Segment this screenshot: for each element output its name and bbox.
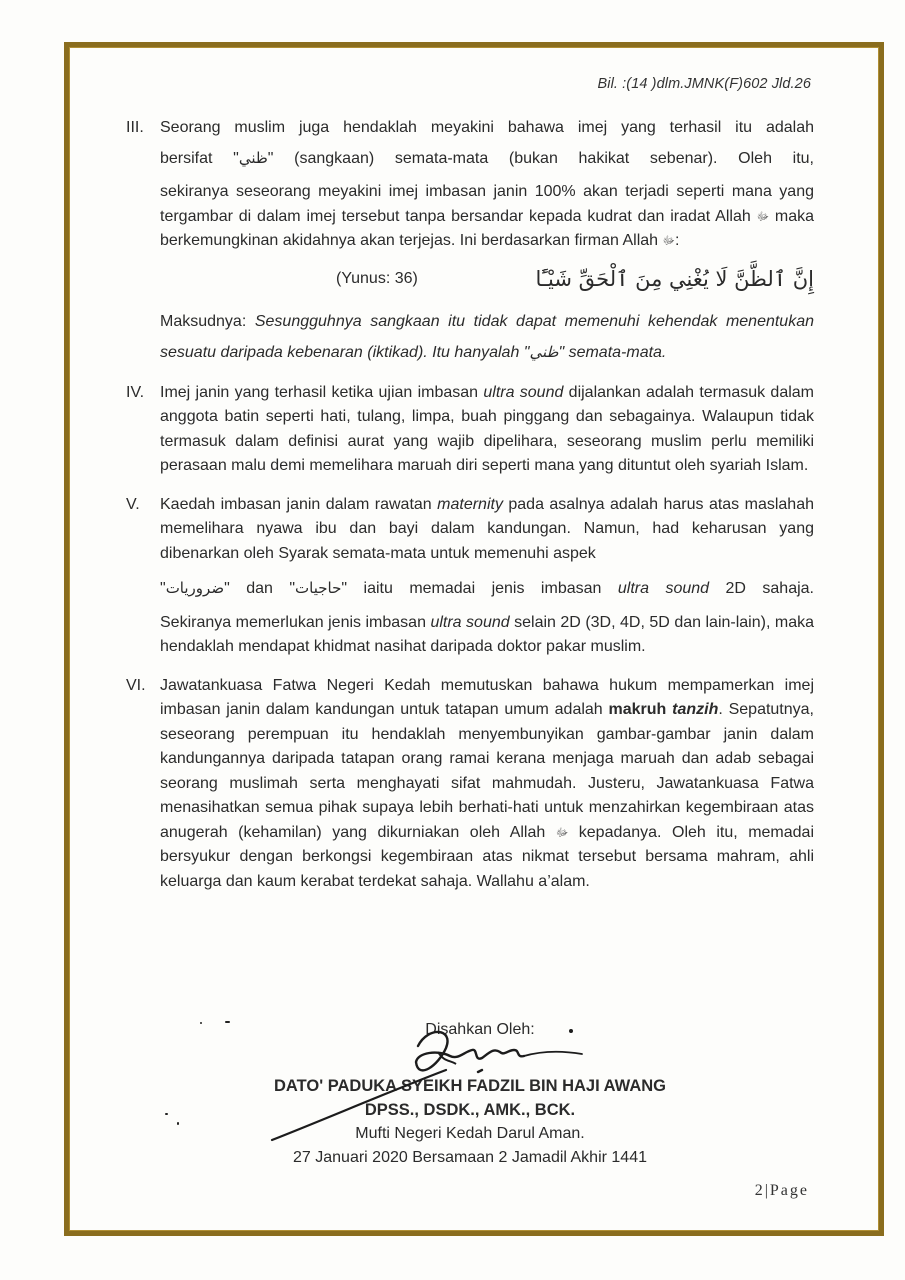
allah-honorific-icon: ﷻ	[662, 234, 675, 247]
list-item-iii	[126, 112, 814, 368]
text: kepadanya. Oleh itu, memadai bersyukur dengan berkongsi kegembiraan atas nikmat tersebut bersama mahram, ahli keluarga dan kaum kerabat terdekat sahaja. Wallahu a’alam.	[160, 823, 815, 890]
verse-reference: (Yunus: 36)	[336, 269, 418, 287]
paragraph	[160, 674, 814, 895]
text: " (sangkaan) semata-mata (bukan hakikat sebenar). Oleh itu,	[267, 150, 814, 167]
text: " iaitu memadai jenis imbasan	[341, 580, 618, 597]
text: ultra sound	[483, 383, 564, 401]
paragraph	[160, 143, 814, 174]
bold-italic-text: tanzih	[672, 701, 719, 718]
signatory-name: DATO' PADUKA SYEIKH FADZIL BIN HAJI AWANG	[273, 1077, 666, 1095]
text: Seorang muslim juga hendaklah meyakini bahawa imej yang terhasil itu adalah	[160, 119, 814, 136]
item-numeral: V.	[126, 495, 140, 513]
meaning-text: Sesungguhnya sangkaan itu tidak dapat memenuhi kehendak menentukan sesuatu daripada kebenaran (iktikad). Itu hanyalah "	[160, 312, 814, 361]
arabic-term: حاجيات	[295, 579, 342, 597]
list-item-vi	[126, 674, 814, 895]
text: bersifat "	[160, 150, 239, 167]
text: . Sepatutnya, seseorang perempuan itu hendaklah menyembunyikan gambar-gambar janin dalam kandungannya daripada tatapan orang ramai kerana menjaga maruah dan adab sebagai seorang muslimah serta menghayati sifat mahmudah. Justeru, Jawatankuasa Fatwa menasihatkan semua pihak supaya lebih berhati-hati untuk menzahirkan kegembiraan atas anugerah (kehamilan) yang dikurniakan oleh Allah	[160, 701, 814, 841]
scan-speck	[177, 1122, 179, 1125]
meaning-label: Maksudnya:	[160, 312, 255, 330]
verse-arabic: إِنَّ ٱلظَّنَّ لَا يُغْنِي مِنَ ٱلْحَقِّ شَيْـًٔا	[535, 266, 814, 291]
text: selain 2D (3D, 4D, 5D dan lain-lain), maka hendaklah mendapat khidmat nasihat daripada doktor pakar muslim.	[160, 613, 815, 655]
bold-text: makruh	[608, 701, 667, 718]
text: 2D sahaja.	[709, 580, 814, 597]
paragraph	[160, 493, 814, 567]
text: :	[674, 232, 680, 249]
arabic-term: ظني	[529, 342, 559, 361]
reference-number: Bil. :(14 )dlm.JMNK(F)602 Jld.26	[597, 76, 811, 92]
document-body	[126, 112, 814, 894]
signatory-titles: DPSS., DSDK., AMK., BCK.	[364, 1101, 576, 1119]
text: Kaedah imbasan janin dalam rawatan	[160, 495, 438, 513]
paragraph	[160, 112, 814, 143]
page-number: 2|Page	[754, 1182, 809, 1199]
signature-date: 27 Januari 2020 Bersamaan 2 Jamadil Akhir 1441	[293, 1149, 647, 1166]
text: Imej janin yang terhasil ketika ujian imbasan	[160, 383, 484, 401]
item-numeral: III.	[126, 119, 144, 136]
item-body	[160, 674, 814, 895]
item-numeral: IV.	[126, 383, 145, 401]
paragraph	[160, 180, 814, 254]
verse-meaning	[160, 306, 814, 368]
arabic-term: ضروريات	[165, 579, 225, 597]
text: Sekiranya memerlukan jenis imbasan	[160, 613, 431, 631]
quran-verse	[160, 260, 814, 298]
signature-block	[240, 1018, 700, 1170]
list-item-v	[126, 493, 814, 660]
arabic-term: ظني	[238, 149, 268, 167]
item-body	[160, 112, 814, 368]
scan-speck	[200, 1022, 202, 1024]
text: maka berkemungkinan akidahnya akan terjejas. Ini berdasarkan firman Allah	[160, 207, 814, 249]
paragraph	[160, 381, 814, 479]
item-body	[160, 381, 814, 479]
text: ultra sound	[617, 580, 710, 597]
approved-by-label: Disahkan Oleh:	[425, 1021, 535, 1038]
item-body	[160, 493, 814, 660]
text: sekiranya seseorang meyakini imej imbasan janin 100% akan terjadi seperti mana yang tergambar di dalam imej tersebut tanpa bersandar kepada kudrat dan iradat Allah	[160, 183, 814, 225]
text: dijalankan adalah termasuk dalam anggota batin seperti hati, tulang, limpa, buah pinggang dan sebagainya. Walaupun tidak termasuk dalam definisi aurat yang wajib dipelihara, seseorang muslim perlu memiliki perasaan malu demi memelihara maruah diri seperti mana yang dituntut oleh syariah Islam.	[160, 383, 815, 474]
text: maternity	[437, 495, 503, 513]
list-item-iv	[126, 381, 814, 479]
signatory-position: Mufti Negeri Kedah Darul Aman.	[355, 1125, 585, 1142]
signature-space	[240, 1042, 700, 1074]
text: ultra sound	[430, 613, 510, 631]
paragraph	[160, 611, 814, 660]
text: pada asalnya adalah harus atas maslahah memelihara nyawa ibu dan bayi dalam kandungan. Namun, had keharusan yang dibenarkan oleh Syarak semata-mata untuk memenuhi aspek	[160, 495, 814, 562]
text: " dan "	[224, 580, 296, 597]
scan-speck	[225, 1021, 230, 1023]
item-numeral: VI.	[126, 676, 146, 694]
allah-honorific-icon: ﷻ	[555, 825, 569, 839]
meaning-text: " semata-mata.	[558, 343, 667, 361]
allah-honorific-icon: ﷻ	[756, 209, 770, 223]
text: Jawatankuasa Fatwa Negeri Kedah memutuskan bahawa hukum mempamerkan imej imbasan janin dalam kandungan untuk tatapan umum adalah	[160, 676, 814, 718]
paragraph: "ضروريات" dan "حاجيات" iaitu memadai jenis imbasan ultra sound 2D sahaja.	[160, 579, 814, 597]
scan-speck	[165, 1113, 168, 1115]
